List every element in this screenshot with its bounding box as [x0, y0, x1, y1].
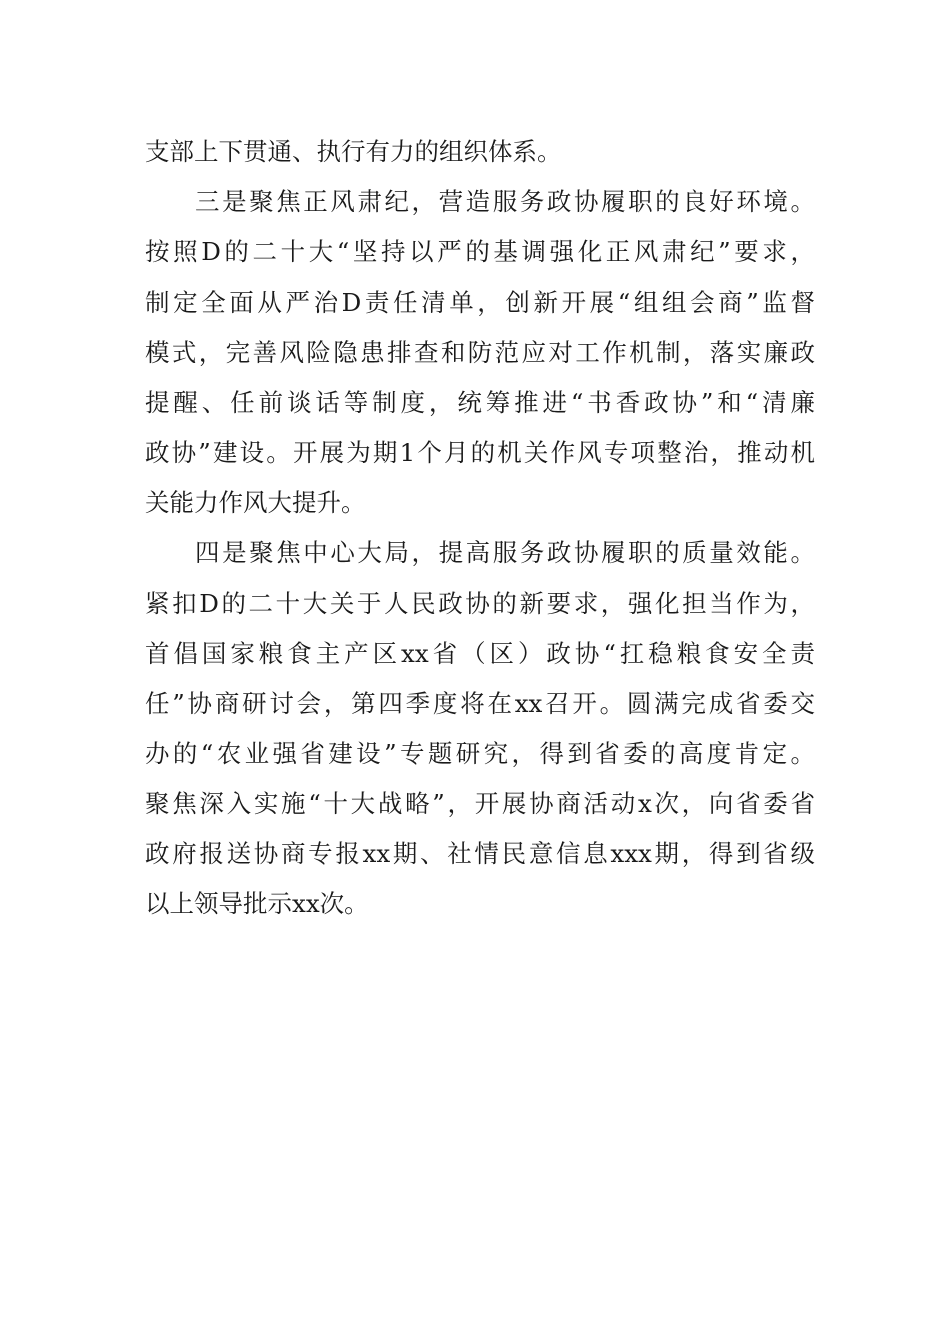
paragraph-heading: 三是聚焦正风肃纪，营造服务政协履职的良好环境。 — [195, 187, 815, 216]
text-line: 按照D的二十大“坚持以严的基调强化正风肃纪”要求， — [145, 237, 815, 266]
text-line: 任”协商研讨会，第四季度将在xx召开。圆满完成省委交 — [145, 689, 815, 718]
text-line: 模式，完善风险隐患排查和防范应对工作机制，落实廉政 — [145, 338, 815, 367]
text-line: 以上领导批示xx次。 — [145, 889, 369, 918]
text-line: 紧扣D的二十大关于人民政协的新要求，强化担当作为， — [145, 589, 815, 618]
text-line: 政协”建设。开展为期1个月的机关作风专项整治，推动机 — [145, 438, 815, 467]
text-line: 制定全面从严治D责任清单，创新开展“组组会商”监督 — [145, 288, 815, 317]
text-line: 聚焦深入实施“十大战略”，开展协商活动x次，向省委省 — [145, 789, 815, 818]
text-line: 办的“农业强省建设”专题研究，得到省委的高度肯定。 — [145, 739, 815, 768]
paragraph-heading: 四是聚焦中心大局，提高服务政协履职的质量效能。 — [195, 538, 815, 567]
text-line: 支部上下贯通、执行有力的组织体系。 — [145, 137, 562, 166]
text-line: 政府报送协商专报xx期、社情民意信息xxx期，得到省级 — [145, 839, 815, 868]
text-line: 提醒、任前谈话等制度，统筹推进“书香政协”和“清廉 — [145, 388, 815, 417]
text-line: 首倡国家粮食主产区xx省（区）政协“扛稳粮食安全责 — [145, 639, 815, 668]
text-line: 关能力作风大提升。 — [145, 488, 366, 517]
